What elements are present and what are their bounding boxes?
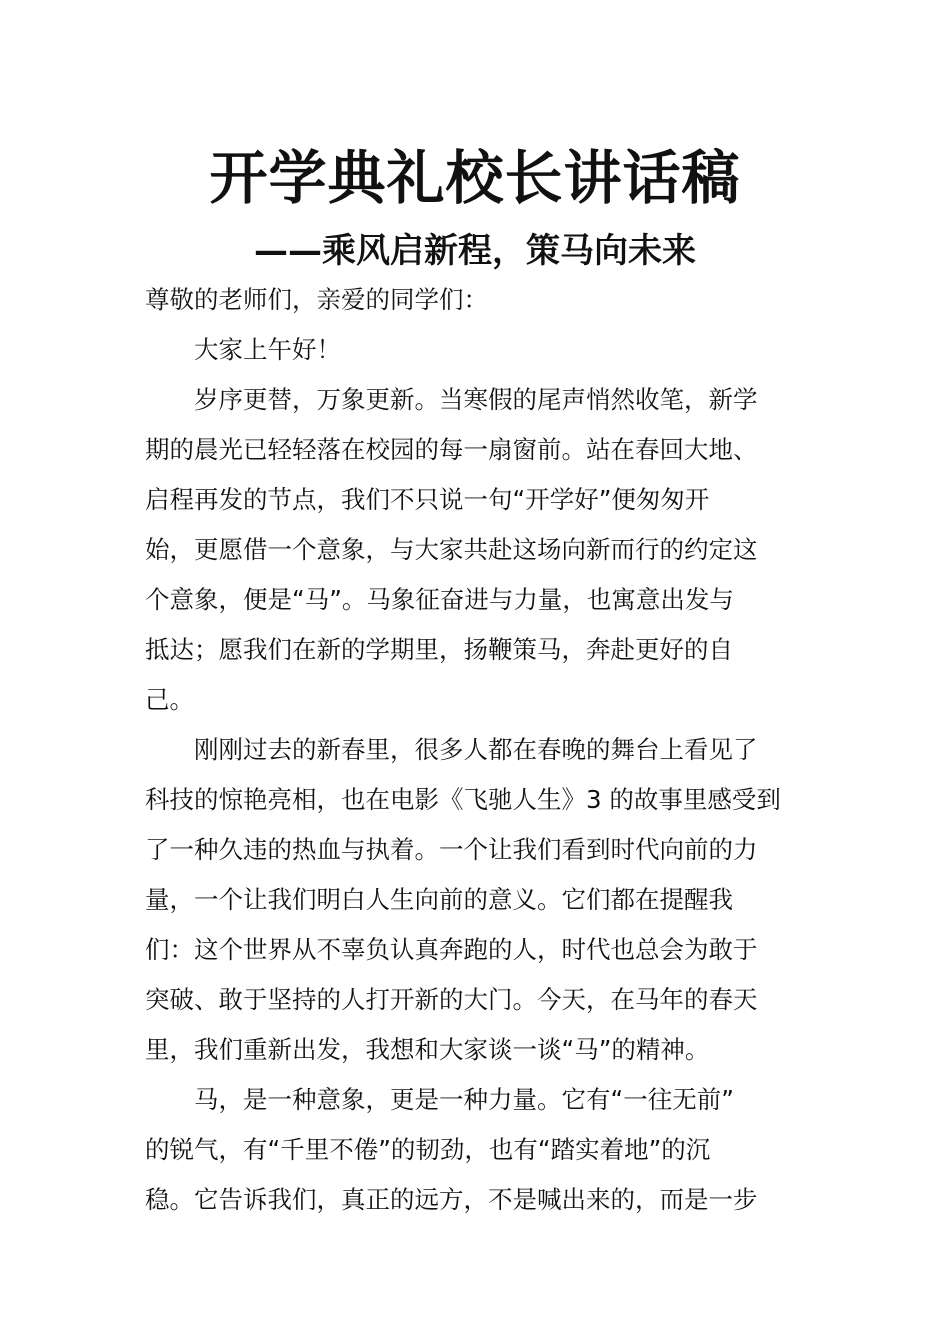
paragraph-line: 个意象，便是“马”。马象征奋进与力量，也寓意出发与 — [145, 585, 734, 614]
salutation: 尊敬的老师们，亲爱的同学们： — [145, 285, 488, 314]
paragraph-2 — [145, 725, 810, 1075]
paragraph-3 — [145, 1075, 810, 1225]
paragraph-line: 期的晨光已轻轻落在校园的每一扇窗前。站在春回大地、 — [145, 435, 758, 464]
paragraph-line: 刚刚过去的新春里，很多人都在春晚的舞台上看见了 — [194, 735, 758, 764]
paragraph-line: 始，更愿借一个意象，与大家共赴这场向新而行的约定这 — [145, 535, 758, 564]
paragraph-line: 岁序更替，万象更新。当寒假的尾声悄然收笔，新学 — [194, 385, 758, 414]
document-body — [145, 275, 810, 1225]
paragraph-line: 己。 — [145, 685, 194, 714]
paragraph-line: 突破、敢于坚持的人打开新的大门。今天，在马年的春天 — [145, 985, 758, 1014]
document-subtitle: ——乘风启新程，策马向未来 — [254, 231, 696, 271]
paragraph-1 — [145, 375, 810, 725]
paragraph-line: 稳。它告诉我们，真正的远方，不是喊出来的，而是一步 — [145, 1185, 758, 1214]
paragraph-line: 的锐气，有“千里不倦”的韧劲，也有“踏实着地”的沉 — [145, 1135, 711, 1164]
paragraph-line: 了一种久违的热血与执着。一个让我们看到时代向前的力 — [145, 835, 758, 864]
paragraph-line: 启程再发的节点，我们不只说一句“开学好”便匆匆开 — [145, 485, 710, 514]
paragraph-line: 们：这个世界从不辜负认真奔跑的人，时代也总会为敢于 — [145, 935, 758, 964]
paragraph-line: 量，一个让我们明白人生向前的意义。它们都在提醒我 — [145, 885, 733, 914]
paragraph-line: 抵达；愿我们在新的学期里，扬鞭策马，奔赴更好的自 — [145, 635, 733, 664]
paragraph-line: 科技的惊艳亮相，也在电影《飞驰人生》3 的故事里感受到 — [145, 785, 781, 814]
paragraph-line: 里，我们重新出发，我想和大家谈一谈“马”的精神。 — [145, 1035, 710, 1064]
greeting: 大家上午好！ — [194, 335, 341, 364]
paragraph-line: 马，是一种意象，更是一种力量。它有“一往无前” — [194, 1085, 734, 1114]
document-title: 开学典礼校长讲话稿 — [209, 144, 741, 212]
